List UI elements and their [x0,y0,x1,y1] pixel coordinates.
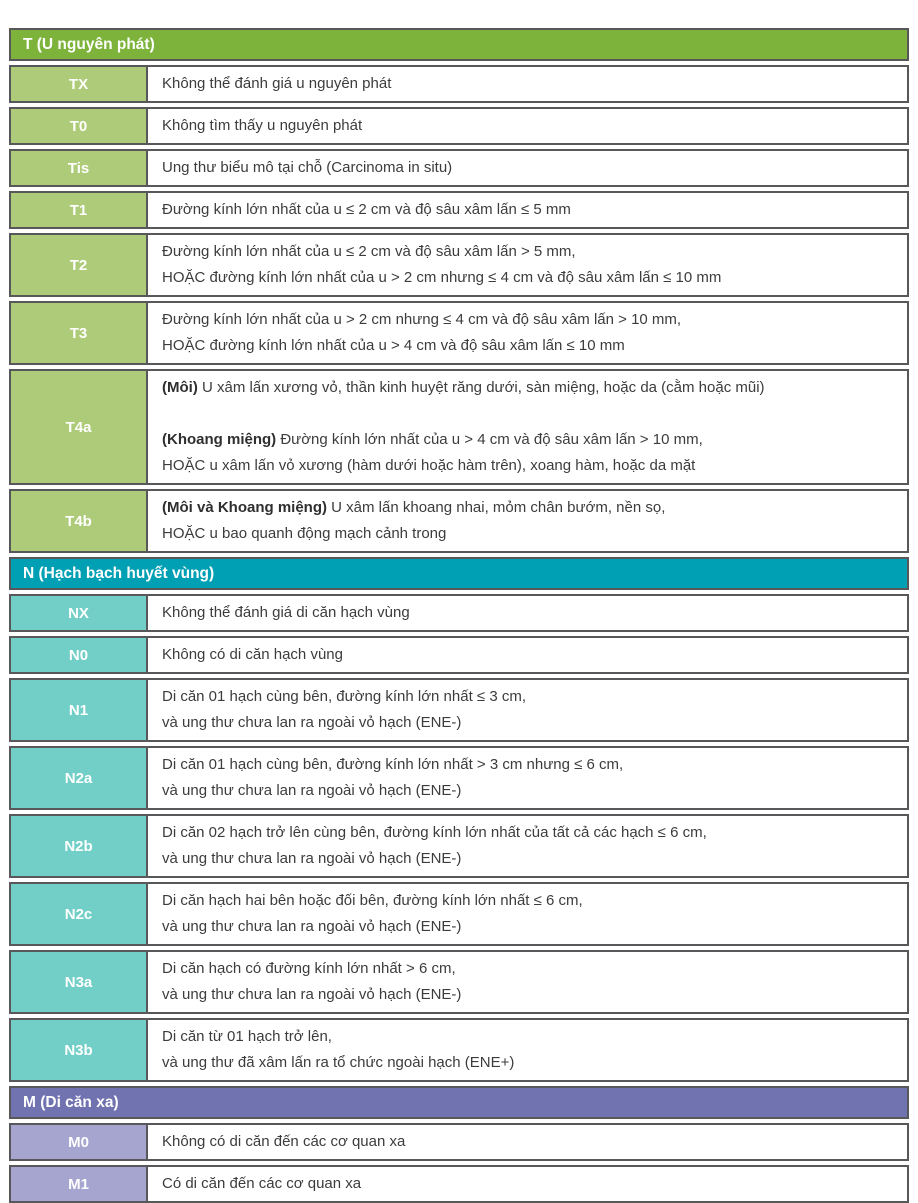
stage-label: N3b [11,1020,148,1080]
stage-label: N1 [11,680,148,740]
stage-label: T4b [11,491,148,551]
stage-description [148,193,907,227]
description-line: HOẶC u xâm lấn vỏ xương (hàm dưới hoặc hàm trên), xoang hàm, hoặc da mặt [162,457,696,474]
table-row [9,882,909,946]
stage-label: N2b [11,816,148,876]
description-line: và ung thư đã xâm lấn ra tổ chức ngoài hạch (ENE+) [162,1054,515,1071]
description-line: Đường kính lớn nhất của u ≤ 2 cm và độ sâu xâm lấn ≤ 5 mm [162,201,571,218]
description-line: và ung thư chưa lan ra ngoài vỏ hạch (ENE-) [162,714,462,731]
description-line: Không có di căn đến các cơ quan xa [162,1133,406,1150]
table-row [9,594,909,632]
description-line: Di căn 01 hạch cùng bên, đường kính lớn nhất ≤ 3 cm, [162,688,526,705]
description-line: Đường kính lớn nhất của u > 2 cm nhưng ≤ 4 cm và độ sâu xâm lấn > 10 mm, [162,311,682,328]
stage-description [148,1125,907,1159]
stage-description [148,1167,907,1201]
table-row [9,301,909,365]
stage-description [148,1020,907,1080]
stage-label: N3a [11,952,148,1012]
description-line: HOẶC đường kính lớn nhất của u > 4 cm và độ sâu xâm lấn ≤ 10 mm [162,337,625,354]
stage-label: NX [11,596,148,630]
description-line: Có di căn đến các cơ quan xa [162,1175,362,1192]
stage-label: T3 [11,303,148,363]
section-header-n: N (Hạch bạch huyết vùng) [9,557,909,590]
stage-label: T0 [11,109,148,143]
table-row [9,369,909,485]
description-line: Di căn từ 01 hạch trở lên, [162,1028,332,1045]
description-line [162,401,897,427]
stage-label: M0 [11,1125,148,1159]
stage-description [148,109,907,143]
stage-description [148,884,907,944]
description-line: Di căn hạch có đường kính lớn nhất > 6 cm, [162,960,456,977]
description-line: và ung thư chưa lan ra ngoài vỏ hạch (ENE-) [162,782,462,799]
table-row [9,950,909,1014]
description-line: Không thể đánh giá di căn hạch vùng [162,604,410,621]
tnm-staging-table [9,28,909,1203]
stage-label: TX [11,67,148,101]
description-bold-prefix: (Môi và Khoang miệng) [162,499,327,516]
stage-description [148,816,907,876]
stage-description [148,491,907,551]
stage-label: Tis [11,151,148,185]
stage-description [148,67,907,101]
description-line: Không tìm thấy u nguyên phát [162,117,363,134]
stage-description [148,748,907,808]
table-row [9,1018,909,1082]
table-row [9,65,909,103]
table-row [9,746,909,810]
stage-label: T1 [11,193,148,227]
description-line: HOẶC u bao quanh động mạch cảnh trong [162,525,447,542]
description-line: Không có di căn hạch vùng [162,646,343,663]
description-line: (Môi) U xâm lấn xương vỏ, thần kinh huyệt răng dưới, sàn miệng, hoặc da (cằm hoặc mũi) [162,379,765,396]
stage-description [148,638,907,672]
stage-description [148,952,907,1012]
table-row [9,636,909,674]
description-line: và ung thư chưa lan ra ngoài vỏ hạch (ENE-) [162,986,462,1003]
table-row [9,814,909,878]
description-line: và ung thư chưa lan ra ngoài vỏ hạch (ENE-) [162,918,462,935]
stage-description [148,303,907,363]
description-line: (Khoang miệng) Đường kính lớn nhất của u > 4 cm và độ sâu xâm lấn > 10 mm, [162,431,703,448]
stage-label: N2c [11,884,148,944]
description-line: Ung thư biểu mô tại chỗ (Carcinoma in situ) [162,159,453,176]
table-row [9,191,909,229]
table-row [9,233,909,297]
description-line: Đường kính lớn nhất của u ≤ 2 cm và độ sâu xâm lấn > 5 mm, [162,243,576,260]
description-line: (Môi và Khoang miệng) U xâm lấn khoang nhai, mỏm chân bướm, nền sọ, [162,499,666,516]
stage-description [148,151,907,185]
section-header-t: T (U nguyên phát) [9,28,909,61]
table-row [9,1165,909,1203]
description-line: Không thể đánh giá u nguyên phát [162,75,392,92]
stage-label: T2 [11,235,148,295]
stage-description [148,235,907,295]
table-row [9,1123,909,1161]
stage-label: T4a [11,371,148,483]
table-row [9,489,909,553]
table-row [9,149,909,187]
description-line: và ung thư chưa lan ra ngoài vỏ hạch (ENE-) [162,850,462,867]
description-line: Di căn hạch hai bên hoặc đối bên, đường kính lớn nhất ≤ 6 cm, [162,892,583,909]
description-bold-prefix: (Khoang miệng) [162,431,277,448]
section-header-m: M (Di căn xa) [9,1086,909,1119]
description-bold-prefix: (Môi) [162,379,198,396]
stage-label: N0 [11,638,148,672]
table-row [9,678,909,742]
description-line: Di căn 02 hạch trở lên cùng bên, đường kính lớn nhất của tất cả các hạch ≤ 6 cm, [162,824,707,841]
description-line: Di căn 01 hạch cùng bên, đường kính lớn nhất > 3 cm nhưng ≤ 6 cm, [162,756,624,773]
description-line: HOẶC đường kính lớn nhất của u > 2 cm nhưng ≤ 4 cm và độ sâu xâm lấn ≤ 10 mm [162,269,722,286]
stage-description [148,596,907,630]
stage-label: N2a [11,748,148,808]
table-row [9,107,909,145]
stage-description [148,371,907,483]
stage-label: M1 [11,1167,148,1201]
stage-description [148,680,907,740]
